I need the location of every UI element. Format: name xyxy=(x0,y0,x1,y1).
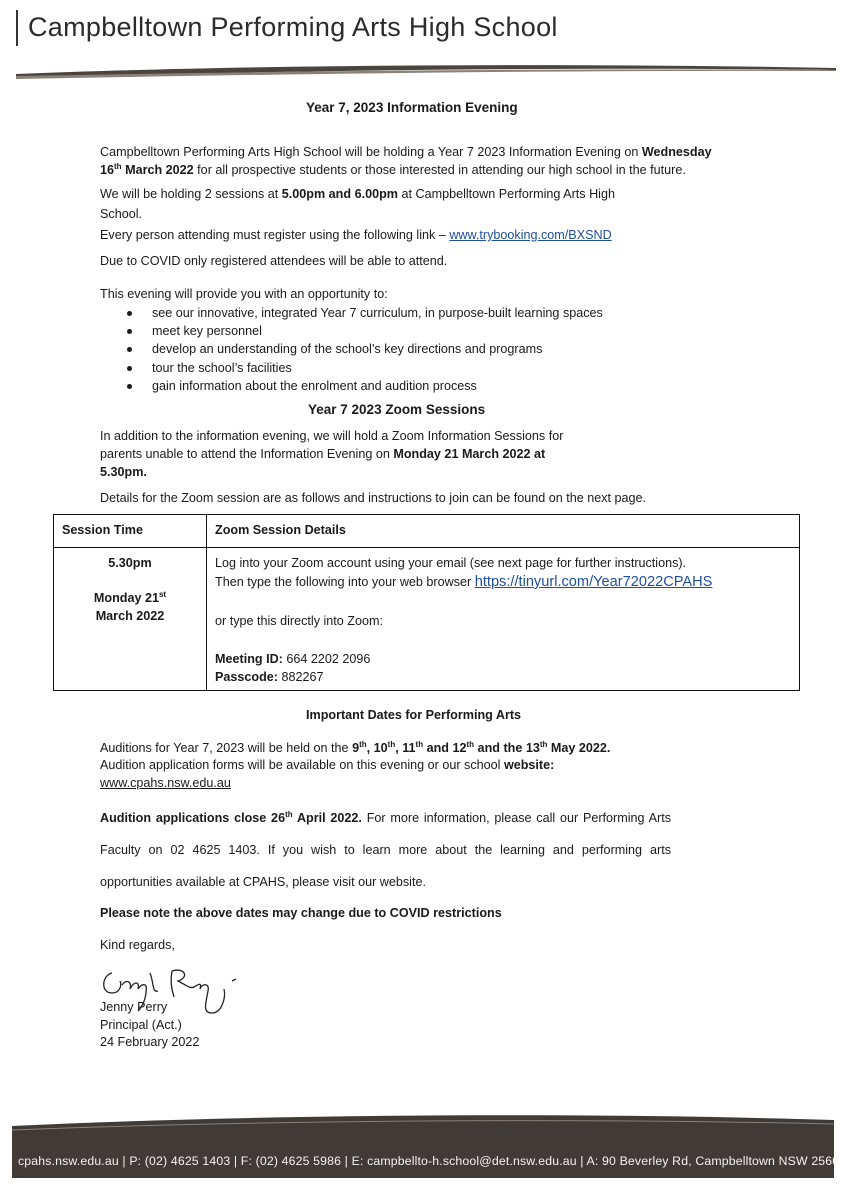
audition-date-sup: th xyxy=(387,740,396,749)
list-item-text: tour the school’s facilities xyxy=(152,360,292,375)
column-header-session-time: Session Time xyxy=(62,523,143,537)
applications-close-line xyxy=(100,809,671,827)
forms-line xyxy=(100,756,554,774)
close-post-text: For more information, please call our Performing Arts xyxy=(361,811,672,825)
sessions-post: at Campbelltown Performing Arts High xyxy=(397,187,615,201)
zoom-line-3 xyxy=(100,463,147,481)
school-website-link[interactable]: www.cpahs.nsw.edu.au xyxy=(100,776,231,790)
audition-date-sup: th xyxy=(466,740,475,749)
zoom-line-1: In addition to the information evening, we will hold a Zoom Information Sessions for xyxy=(100,429,564,443)
audition-date: and 12 xyxy=(423,741,467,755)
zoom-time: 5.30pm. xyxy=(100,465,147,479)
bullet-icon xyxy=(127,384,132,389)
audition-date: and the 13 xyxy=(474,741,540,755)
list-item xyxy=(100,322,740,340)
intro-line-2 xyxy=(100,161,686,179)
intro-date-num: 16 xyxy=(100,163,115,177)
covid-note: Due to COVID only registered attendees will be able to attend. xyxy=(100,254,448,268)
forms-text: Audition application forms will be available on this evening or our school xyxy=(100,758,504,772)
bullet-icon xyxy=(127,347,132,352)
bullet-icon xyxy=(127,329,132,334)
opportunity-list xyxy=(100,304,740,395)
header-swoosh xyxy=(16,56,836,80)
auditions-text: Auditions for Year 7, 2023 will be held on the xyxy=(100,741,353,755)
zoom-heading: Year 7 2023 Zoom Sessions xyxy=(308,402,486,417)
intro-text-2: for all prospective students or those interested in attending our high school in the future. xyxy=(193,163,686,177)
zoom-details: Details for the Zoom session are as follows and instructions to join can be found on the next page. xyxy=(100,491,647,505)
session-day-sup: st xyxy=(158,590,167,599)
opportunity-intro: This evening will provide you with an opportunity to: xyxy=(100,287,388,301)
signatory-name: Jenny Perry xyxy=(100,1000,168,1014)
letterhead xyxy=(16,6,836,78)
kind-regards: Kind regards, xyxy=(100,938,175,952)
list-item xyxy=(100,359,740,377)
list-item xyxy=(100,304,740,322)
table-divider xyxy=(54,547,799,548)
list-item-text: meet key personnel xyxy=(152,324,262,339)
intro-date-sup: th xyxy=(114,162,122,171)
list-item-text: gain information about the enrolment and audition process xyxy=(152,378,477,393)
school-name: Campbelltown Performing Arts High School xyxy=(28,12,558,42)
zoom-line-2-text: parents unable to attend the Information Evening on xyxy=(100,447,394,461)
important-dates-heading: Important Dates for Performing Arts xyxy=(306,708,522,722)
session-day xyxy=(54,591,206,605)
zoom-line-2 xyxy=(100,445,545,463)
audition-date-sup: th xyxy=(359,740,367,749)
session-time-value: 5.30pm xyxy=(108,556,152,570)
forms-website-label: website: xyxy=(503,758,555,772)
close-date-sup: th xyxy=(285,810,293,819)
register-line xyxy=(100,226,612,244)
letterhead-footer xyxy=(12,1112,840,1178)
session-times: 5.00pm and 6.00pm xyxy=(281,187,398,201)
zoom-session-table xyxy=(53,514,800,691)
audition-date-sup: th xyxy=(539,740,548,749)
meeting-id-label: Meeting ID: xyxy=(215,652,283,666)
column-header-zoom-details: Zoom Session Details xyxy=(215,523,346,537)
auditions-line xyxy=(100,739,610,757)
meeting-id-value: 664 2202 2096 xyxy=(282,652,371,666)
zoom-date: Monday 21 March 2022 at xyxy=(393,447,546,461)
signatory-role: Principal (Act.) xyxy=(100,1018,182,1032)
footer-swoosh xyxy=(12,1112,834,1148)
audition-month: May 2022. xyxy=(547,741,611,755)
passcode-label: Passcode: xyxy=(215,670,278,684)
faculty-line: Faculty on 02 4625 1403. If you wish to learn more about the learning and performing arts xyxy=(100,843,671,857)
sessions-line-2: School. xyxy=(100,207,143,221)
zoom-browser-line xyxy=(215,574,712,590)
header-divider-bar xyxy=(16,10,18,46)
letter-date: 24 February 2022 xyxy=(100,1035,200,1049)
signature-image xyxy=(98,963,258,1019)
audition-date: , 11 xyxy=(395,741,416,755)
intro-date-day: Wednesday xyxy=(641,145,712,159)
intro-text: Campbelltown Performing Arts High School will be holding a Year 7 2023 Information Evening on xyxy=(100,145,642,159)
list-item xyxy=(100,377,740,395)
trybooking-link[interactable]: www.trybooking.com/BXSND xyxy=(449,228,612,242)
intro-date-month: March 2022 xyxy=(121,163,194,177)
zoom-or-type: or type this directly into Zoom: xyxy=(215,614,383,628)
sessions-line xyxy=(100,185,615,203)
list-item-text: see our innovative, integrated Year 7 curriculum, in purpose-built learning spaces xyxy=(152,306,603,320)
audition-date-sup: th xyxy=(415,740,424,749)
list-item xyxy=(100,340,740,358)
bullet-icon xyxy=(127,311,132,316)
footer-contact: cpahs.nsw.edu.au | P: (02) 4625 1403 | F: (02) 4625 5986 | E: campbellto-h.school@det.nsw.edu.au | A: 90 Beverley Rd, Campbelltown NSW 2560 xyxy=(18,1154,840,1168)
opportunities-line: opportunities available at CPAHS, please visit our website. xyxy=(100,875,426,889)
audition-date: , 10 xyxy=(366,741,388,755)
passcode-value: 882267 xyxy=(278,670,324,684)
passcode xyxy=(215,670,324,684)
intro-line-1 xyxy=(100,143,712,161)
school-website-line xyxy=(100,774,231,792)
bullet-icon xyxy=(127,366,132,371)
close-date-text: Audition applications close 26 xyxy=(100,811,286,825)
audition-date: 9 xyxy=(352,741,360,755)
session-day-text: Monday 21 xyxy=(93,591,159,605)
sessions-pre: We will be holding 2 sessions at xyxy=(100,187,282,201)
close-date-month: April 2022. xyxy=(292,811,362,825)
session-month: March 2022 xyxy=(95,609,165,623)
covid-change-note: Please note the above dates may change due to COVID restrictions xyxy=(100,906,502,920)
meeting-id xyxy=(215,652,370,666)
zoom-browser-text: Then type the following into your web browser xyxy=(215,575,475,589)
table-divider xyxy=(206,515,207,690)
tinyurl-link[interactable]: https://tinyurl.com/Year72022CPAHS xyxy=(474,574,713,590)
zoom-login-instructions: Log into your Zoom account using your email (see next page for further instructions). xyxy=(215,556,687,570)
page-title: Year 7, 2023 Information Evening xyxy=(306,100,518,115)
list-item-text: develop an understanding of the school’s key directions and programs xyxy=(152,342,543,357)
register-text: Every person attending must register using the following link – xyxy=(100,228,450,242)
